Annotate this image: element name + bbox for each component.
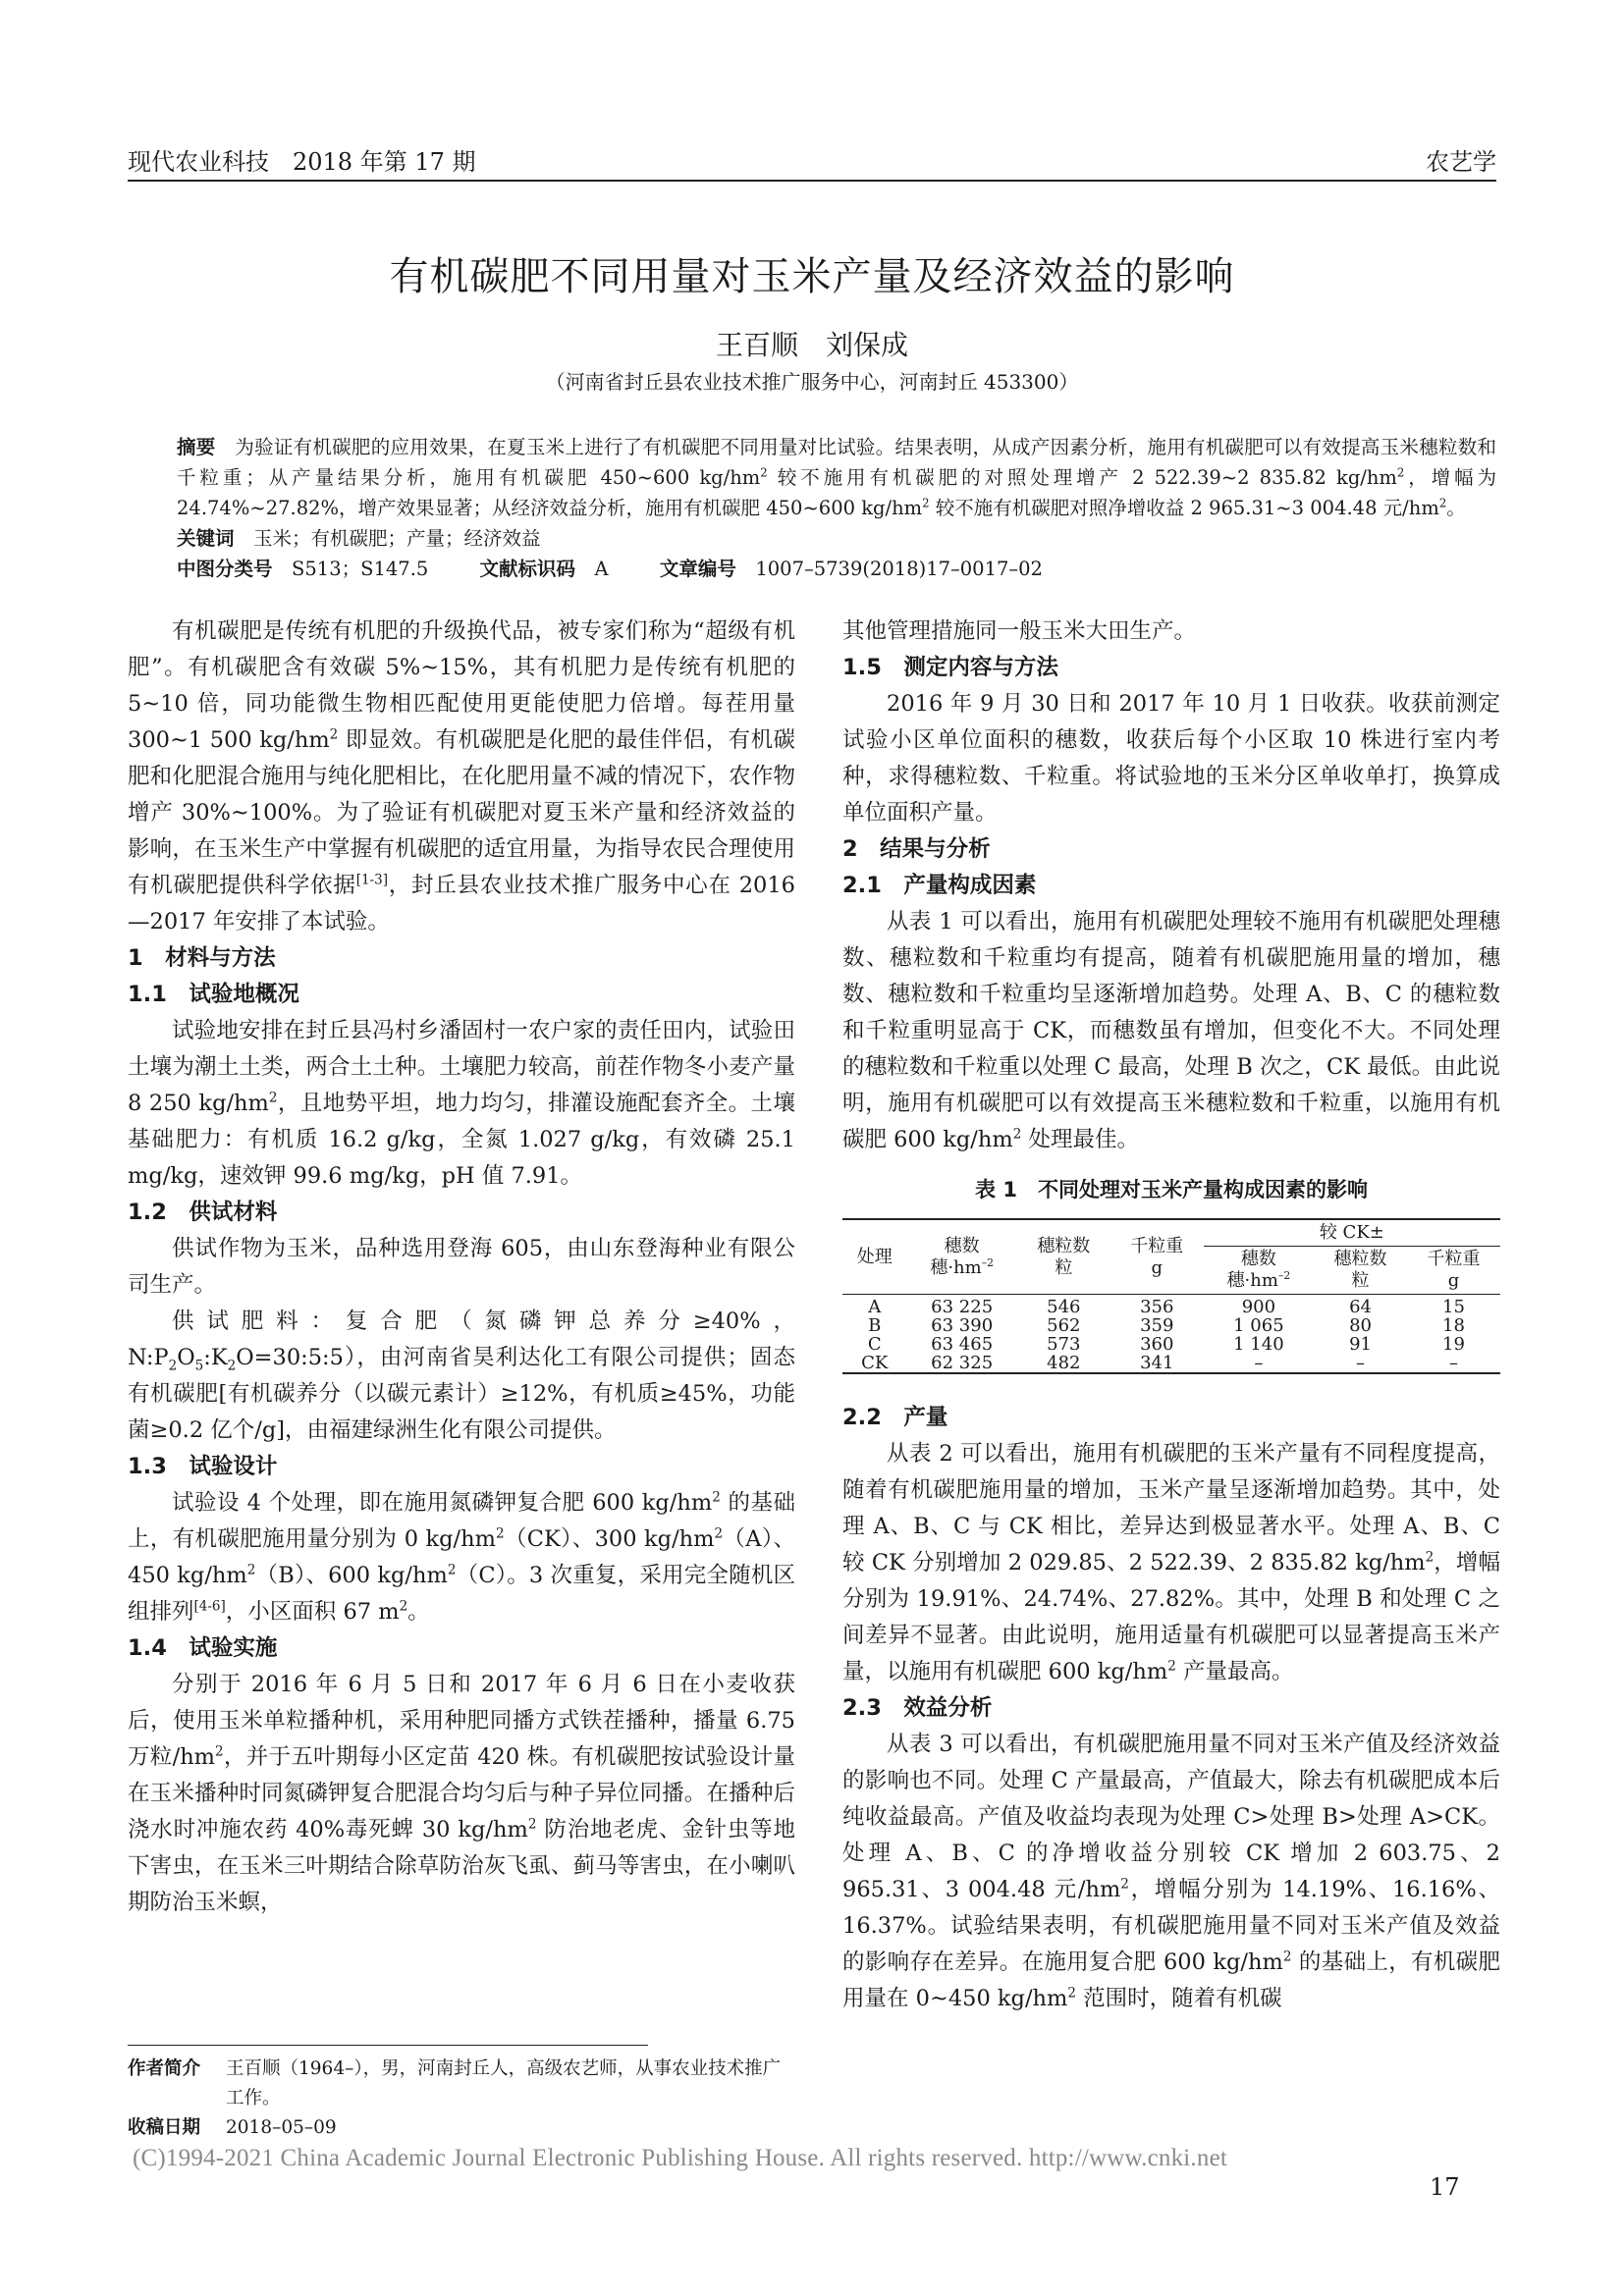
table-row: [842, 1335, 1500, 1354]
subsection-heading-2-3: 2.3 效益分析: [842, 1695, 993, 1721]
table-1-caption: 表 1 不同处理对玉米产量构成因素的影响: [975, 1178, 1368, 1201]
table-cell: 356: [1140, 1297, 1174, 1317]
table-cell: 18: [1442, 1315, 1465, 1336]
subsection-heading-1-4: 1.4 试验实施: [128, 1635, 278, 1661]
section-name: 农艺学: [1426, 148, 1496, 176]
paragraph-1-2b: 供试肥料：复合肥（氮磷钾总养分≥40%，$N:P_2O_5:K_2O=30:5:5$），由河南省昊利达化工有限公司提供；固态有机碳肥[有机碳养分（以碳元素计）≥12%，有机质≥45%，功能菌≥0.2 亿个/g]，由福建绿洲生化有限公司提供。: [128, 1308, 795, 1443]
keywords: 关键词 玉米；有机碳肥；产量；经济效益: [177, 527, 541, 550]
paragraph-2-1: 从表 1 可以看出，施用有机碳肥处理较不施用有机碳肥处理穗数、穗粒数和千粒重均有提高，随着有机碳肥施用量的增加，穗数、穗粒数和千粒重均呈逐渐增加趋势。处理 A、B、C 的穗粒数和千粒重明显高于 CK，而穗数虽有增加，但变化不大。不同处理的穗粒数和千粒重以处理 C 最高，处理 B 次之，CK 最低。由此说明，施用有机碳肥可以有效提高玉米穗粒数和千粒重，以施用有机碳肥 600 $kg/hm^2$ 处理最佳。: [842, 909, 1500, 1152]
subsection-heading-1-5: 1.5 测定内容与方法: [842, 655, 1058, 680]
table-cell: 546: [1047, 1297, 1081, 1317]
table-cell: 63 465: [931, 1334, 994, 1355]
table-cell: –: [1407, 1354, 1500, 1373]
paper-title: 有机碳肥不同用量对玉米产量及经济效益的影响: [389, 254, 1235, 299]
table-cell: 62 325: [906, 1354, 1016, 1373]
table-cell: 80: [1349, 1315, 1372, 1336]
th-vs-grains: 穗粒数 粒: [1314, 1247, 1407, 1295]
left-column: [128, 614, 795, 1921]
subsection-heading-1-1: 1.1 试验地概况: [128, 982, 299, 1007]
th-tkw: 千粒重 g: [1110, 1219, 1204, 1295]
table-cell: 63 225: [931, 1297, 994, 1317]
footnote-rule: [128, 2045, 648, 2046]
table-cell: 482: [1017, 1354, 1110, 1373]
paragraph-2-3: 从表 3 可以看出，有机碳肥施用量不同对玉米产值及经济效益的影响也不同。处理 C 产量最高，产值最大，除去有机碳肥成本后纯收益最高。产值及收益均表现为处理 C>处理 B>处理 A>CK。处理 A、B、C 的净增收益分别较 CK 增加 2 603.75、2 965.31、3 004.48 元$/hm^2$，增幅分别为 14.19%、16.16%、16.37%。试验结果表明，有机碳肥施用量不同对玉米产值及效益的影响存在差异。在施用复合肥 600 $kg/hm^2$ 的基础上，有机碳肥用量在 0~450 $kg/hm^2$ 范围时，随着有机碳: [842, 1732, 1501, 2011]
table-cell: 341: [1110, 1354, 1204, 1373]
table-cell: 64: [1349, 1297, 1372, 1317]
table-cell: 19: [1442, 1334, 1465, 1355]
subsection-heading-2-2: 2.2 产量: [842, 1405, 948, 1430]
table-cell: A: [868, 1297, 882, 1317]
th-treatment: 处理: [842, 1219, 906, 1295]
table-cell: B: [868, 1315, 882, 1336]
table-cell: 360: [1140, 1334, 1174, 1355]
paragraph-1-3: 试验设 4 个处理，即在施用氮磷钾复合肥 600 $kg/hm^2$ 的基础上，有机碳肥施用量分别为 0 $kg/hm^2(CK)$、300 $kg/hm^2(A)$、450 $kg/hm^2(B)$、600 $kg/hm^2(C)$。3 次重复，采用完全随机区组排列[4-6]，小区面积 67 $m^2$。: [128, 1489, 796, 1625]
table-row: [842, 1295, 1500, 1317]
th-vs-tkw: 千粒重 g: [1407, 1247, 1500, 1295]
intro-paragraph: 有机碳肥是传统有机肥的升级换代品，被专家们称为“超级有机肥”。有机碳肥含有效碳 5%~15%，其有机肥力是传统有机肥的 5~10 倍，同功能微生物相匹配使用更能使肥力倍增。每茬用量 300~1 500 $kg/hm^2$ 即显效。有机碳肥是化肥的最佳伴侣，有机碳肥和化肥混合施用与纯化肥相比，在化肥用量不减的情况下，农作物增产 30%~100%。为了验证有机碳肥对夏玉米产量和经济效益的影响，在玉米生产中掌握有机碳肥的适宜用量，为指导农民合理使用有机碳肥提供科学依据[1-3]，封丘县农业技术推广服务中心在 2016—2017 年安排了本试验。: [128, 618, 795, 934]
received-date: 收稿日期 2018–05–09: [128, 2117, 337, 2138]
table-cell: 63 390: [931, 1315, 994, 1336]
abstract: 摘要 为验证有机碳肥的应用效果，在夏玉米上进行了有机碳肥不同用量对比试验。结果表明，从成产因素分析，施用有机碳肥可以有效提高玉米穗粒数和千粒重；从产量结果分析，施用有机碳肥 450~600 $kg/hm^2$ 较不施用有机碳肥的对照处理增产 2 522.39~2 835.82 $kg/hm^2$，增幅为 24.74%~27.82%，增产效果显著；从经济效益分析，施用有机碳肥 450~600 $kg/hm^2$ 较不施有机碳肥对照净增收益 2 965.31~3 004.48 元$/hm^2$。: [177, 436, 1496, 519]
paragraph-1-2a: 供试作物为玉米，品种选用登海 605，由山东登海种业有限公司生产。: [128, 1236, 795, 1298]
th-vs-ears: 穗数 穗$\cdot hm^{-2}$: [1204, 1247, 1314, 1295]
table-cell: 359: [1140, 1315, 1174, 1336]
table-cell: C: [867, 1334, 882, 1355]
th-ears: 穗数 穗$\cdot hm^{-2}$: [906, 1219, 1016, 1295]
table-cell: –: [1204, 1354, 1314, 1373]
table-cell: CK: [842, 1354, 906, 1373]
paragraph-1-4: 分别于 2016 年 6 月 5 日和 2017 年 6 月 6 日在小麦收获后，使用玉米单粒播种机，采用种肥同播方式铁茬播种，播量 6.75 万粒$/hm^2$，并于五叶期每小区定苗 420 株。有机碳肥按试验设计量在玉米播种时同氮磷钾复合肥混合均匀后与种子异位同播。在播种后浇水时冲施农药 40%毒死蜱 30 $kg/hm^2$ 防治地老虎、金针虫等地下害虫，在玉米三叶期结合除草防治灰飞虱、蓟马等害虫，在小喇叭期防治玉米螟，: [128, 1672, 795, 1915]
journal-issue: 现代农业科技 2018 年第 17 期: [128, 148, 476, 176]
subsection-heading-1-2: 1.2 供试材料: [128, 1200, 278, 1225]
paragraph-1-1: 试验地安排在封丘县冯村乡潘固村一农户家的责任田内，试验田土壤为潮土土类，两合土土种。土壤肥力较高，前茬作物冬小麦产量 8 250 $kg/hm^2$，且地势平坦，地力均匀，排灌设施配套齐全。土壤基础肥力：有机质 16.2 g/kg，全氮 1.027 g/kg，有效磷 25.1 mg/kg，速效钾 99.6 mg/kg，pH 值 7.91。: [128, 1018, 795, 1189]
continued-paragraph: 其他管理措施同一般玉米大田生产。: [842, 618, 1197, 644]
table-cell: 1 065: [1233, 1315, 1284, 1336]
doc-code-value: A: [594, 558, 609, 580]
running-header: [128, 137, 1496, 177]
table-cell: 573: [1047, 1334, 1081, 1355]
subsection-heading-2-1: 2.1 产量构成因素: [842, 873, 1037, 898]
abstract-block: [177, 432, 1496, 584]
table-cell: 900: [1241, 1297, 1276, 1317]
paragraph-2-2: 从表 2 可以看出，施用有机碳肥的玉米产量有不同程度提高，随着有机碳肥施用量的增加，玉米产量呈逐渐增加趋势。其中，处理 A、B、C 与 CK 相比，差异达到极显著水平。处理 A、B、C 较 CK 分别增加 2 029.85、2 522.39、2 835.82 $kg/hm^2$，增幅分别为 19.91%、24.74%、27.82%。其中，处理 B 和处理 C 之间差异不显著。由此说明，施用适量有机碳肥可以显著提高玉米产量，以施用有机碳肥 600 $kg/hm^2$ 产量最高。: [842, 1441, 1500, 1684]
table-cell: 1 140: [1233, 1334, 1284, 1355]
abstract-label: 摘要: [177, 436, 216, 458]
section-heading-2: 2 结果与分析: [842, 836, 991, 862]
header-rule: [128, 180, 1496, 182]
author-bio: 作者简介 王百顺（1964–），男，河南封丘人，高级农艺师，从事农业技术推广工作。: [128, 2058, 782, 2109]
subsection-heading-1-3: 1.3 试验设计: [128, 1454, 278, 1479]
authors: 王百顺 刘保成: [715, 329, 908, 361]
table-row: [842, 1354, 1500, 1373]
right-column: [842, 614, 1500, 2017]
th-grains: 穗粒数 粒: [1017, 1219, 1110, 1295]
affiliation: （河南省封丘县农业技术推广服务中心，河南封丘 453300）: [545, 370, 1079, 394]
page-number: 17: [1430, 2173, 1460, 2201]
table-cell: 15: [1442, 1297, 1465, 1317]
footnote: [128, 2055, 795, 2143]
table-1: [842, 1218, 1500, 1374]
table-cell: 562: [1047, 1315, 1081, 1336]
copyright-watermark: (C)1994-2021 China Academic Journal Electronic Publishing House. All rights reserved. http://www.cnki.net: [133, 2145, 1228, 2171]
table-cell: –: [1314, 1354, 1407, 1373]
meta-row: 中图分类号 S513；S147.5 文献标识码 A 文章编号 1007–5739(2018)17–0017–02: [177, 558, 1043, 580]
table-row: [842, 1316, 1500, 1335]
section-heading-1: 1 材料与方法: [128, 945, 276, 971]
classification-value: S513；S147.5: [292, 558, 429, 580]
article-number-value: 1007–5739(2018)17–0017–02: [755, 558, 1043, 580]
table-cell: 91: [1349, 1334, 1372, 1355]
th-vs-ck: 较 CK±: [1204, 1219, 1500, 1247]
paragraph-1-5: 2016 年 9 月 30 日和 2017 年 10 月 1 日收获。收获前测定试验小区单位面积的穗数，收获后每个小区取 10 株进行室内考种，求得穗粒数、千粒重。将试验地的玉米分区单收单打，换算成单位面积产量。: [842, 691, 1500, 826]
keywords-label: 关键词: [177, 527, 235, 550]
